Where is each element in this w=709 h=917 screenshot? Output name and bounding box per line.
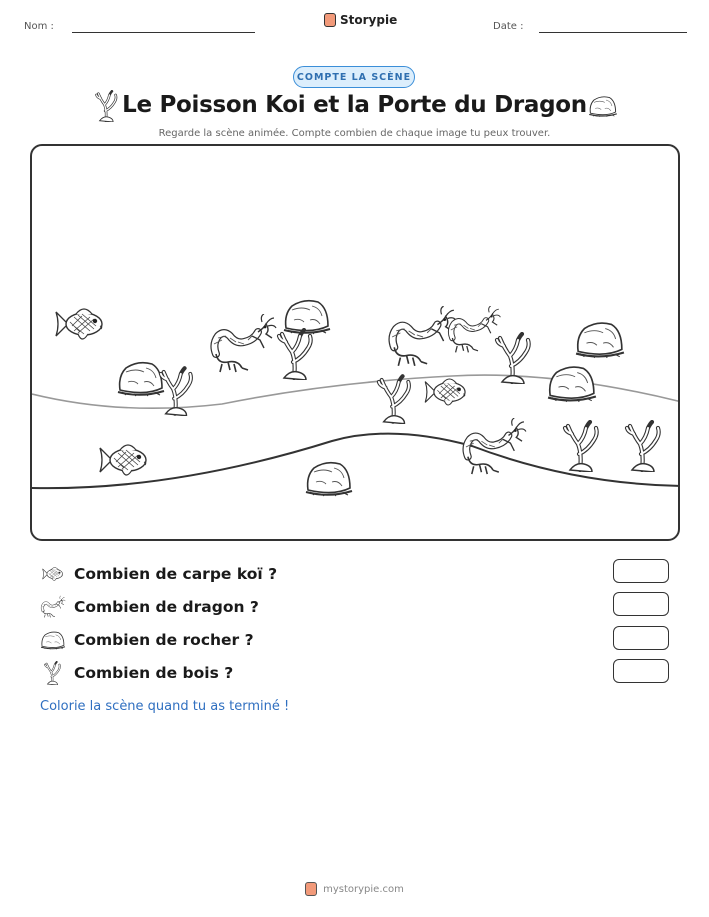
storypie-mascot-icon (305, 882, 317, 896)
rock-2 (118, 363, 164, 396)
rock-3 (576, 323, 624, 358)
question-koi (40, 562, 277, 586)
date-label: Date : (493, 21, 524, 32)
koi-fish-2 (100, 445, 146, 475)
date-line[interactable] (539, 32, 687, 33)
koi-fish-3 (425, 379, 465, 405)
dragon-2 (392, 306, 456, 366)
dragon-1 (214, 314, 276, 372)
koi-fish-1 (56, 309, 102, 339)
rock-icon (588, 94, 618, 118)
dragon-icon (40, 595, 66, 619)
storypie-logo (324, 13, 397, 27)
answer-box-dragon[interactable] (613, 592, 669, 616)
antler-6 (627, 422, 659, 472)
antler-1 (279, 330, 311, 380)
antler-icon (40, 661, 66, 685)
brand-name: Storypie (340, 13, 398, 27)
question-koi-label: Combien de carpe koï ? (74, 565, 278, 583)
section-badge: COMPTE LA SCÈNE (293, 66, 415, 88)
name-line[interactable] (72, 32, 255, 33)
koi-fish-icon (40, 562, 66, 586)
dragon-4 (466, 418, 526, 474)
question-dragon-label: Combien de dragon ? (74, 598, 259, 616)
rock-icon (40, 628, 66, 652)
dragon-3 (451, 306, 501, 352)
antler-3 (379, 376, 409, 424)
question-antler-label: Combien de bois ? (74, 664, 234, 682)
storypie-mascot-icon (324, 13, 336, 27)
rock-1 (284, 301, 330, 334)
question-rock (40, 628, 254, 652)
coloring-instruction: Colorie la scène quand tu as terminé ! (40, 699, 290, 714)
scene-illustration (32, 146, 680, 541)
footer-site[interactable]: mystorypie.com (323, 883, 404, 895)
name-label: Nom : (24, 21, 54, 32)
antler-5 (565, 422, 597, 472)
answer-box-antler[interactable] (613, 659, 669, 683)
rock-5 (306, 463, 352, 496)
rock-4 (548, 367, 596, 402)
question-antler (40, 661, 233, 685)
question-dragon (40, 595, 259, 619)
answer-box-rock[interactable] (613, 626, 669, 650)
answer-box-koi[interactable] (613, 559, 669, 583)
footer (0, 882, 709, 896)
page-title: Le Poisson Koi et la Porte du Dragon (122, 92, 587, 118)
page-subtitle: Regarde la scène animée. Compte combien de chaque image tu peux trouver. (158, 128, 551, 139)
counting-scene (30, 144, 680, 541)
question-rock-label: Combien de rocher ? (74, 631, 254, 649)
